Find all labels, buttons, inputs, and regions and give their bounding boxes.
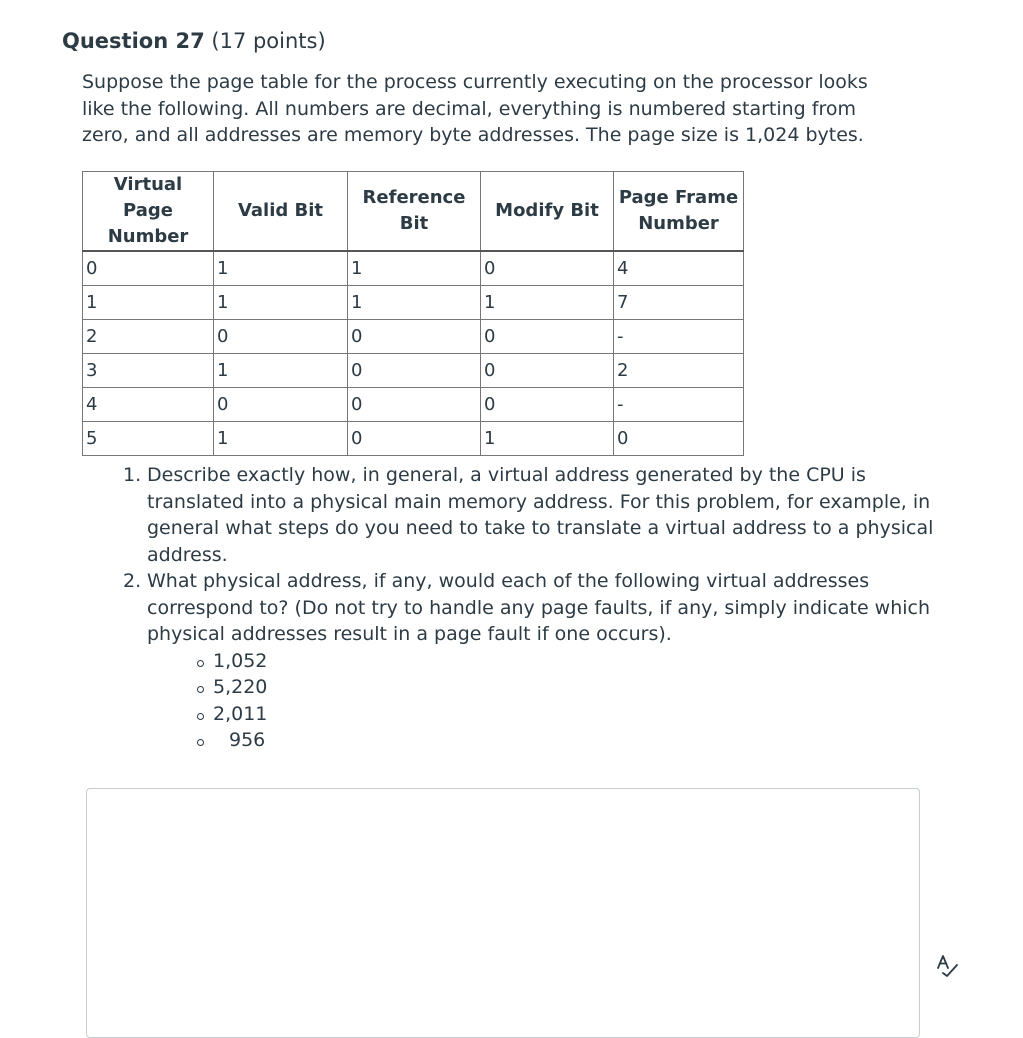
subquestion-number: 1. [123,464,142,486]
table-row [83,285,744,319]
table-header-row [83,172,744,252]
list-item [147,727,937,754]
table-cell: 0 [481,353,614,387]
table-cell: 0 [83,251,214,285]
table-cell: 0 [348,353,481,387]
subquestion-text: Describe exactly how, in general, a virtual address generated by the CPU is translated into a physical main memory address. For this problem, for example, in general what steps do you need to take to translate a virtual address to a physical address. [147,464,934,566]
table-row [83,421,744,455]
page-table [82,171,744,456]
table-cell: 1 [481,285,614,319]
table-cell: 1 [214,251,348,285]
table-cell: - [614,387,744,421]
header-valid-bit: Valid Bit [214,172,348,252]
list-item [147,674,937,701]
table-cell: 3 [83,353,214,387]
circle-bullet-icon [197,686,204,693]
circle-bullet-icon [197,660,204,667]
table-cell: 1 [214,353,348,387]
table-cell: 1 [214,421,348,455]
table-row [83,387,744,421]
table-cell: 0 [348,421,481,455]
table-cell: 0 [214,319,348,353]
list-item [147,701,937,728]
table-cell: - [614,319,744,353]
subquestion-list [123,462,937,754]
question-header [62,27,326,55]
table-cell: 1 [214,285,348,319]
table-cell: 0 [214,387,348,421]
table-cell: 0 [481,251,614,285]
question-points: (17 points) [211,29,326,53]
header-reference-bit: Reference Bit [348,172,481,252]
address-value: 5,220 [213,676,268,698]
address-value: 2,011 [213,702,268,725]
table-row [83,319,744,353]
circle-bullet-icon [197,713,204,720]
table-cell: 4 [614,251,744,285]
subquestion-text: What physical address, if any, would each of the following virtual addresses correspond to? (Do not try to handle any page faults, if any, simply indicate which physical addresses result in a page fault if one occurs). [147,570,931,645]
table-cell: 1 [348,285,481,319]
table-cell: 7 [614,285,744,319]
circle-bullet-icon [197,739,204,746]
table-cell: 0 [348,319,481,353]
table-cell: 2 [83,319,214,353]
table-cell: 1 [481,421,614,455]
question-title: Question 27 [62,29,205,53]
table-cell: 0 [481,319,614,353]
subquestion-number: 2. [123,570,142,592]
header-virtual-page-number: Virtual Page Number [83,172,214,252]
table-cell: 1 [83,285,214,319]
answer-input[interactable] [86,788,920,1038]
table-cell: 0 [481,387,614,421]
table-cell: 0 [614,421,744,455]
table-row [83,251,744,285]
header-modify-bit: Modify Bit [481,172,614,252]
table-cell: 1 [348,251,481,285]
address-value: 956 [229,729,266,751]
table-cell: 0 [348,387,481,421]
table-row [83,353,744,387]
table-cell: 5 [83,421,214,455]
table-cell: 2 [614,353,744,387]
spell-check-icon[interactable] [934,952,960,978]
subquestion-2 [123,568,937,754]
address-list [147,648,937,754]
question-text: Suppose the page table for the process currently executing on the processor looks like the following. All numbers are decimal, everything is numbered starting from zero, and all addresses are memory byte addresses. The page size is 1,024 bytes. [82,71,868,146]
subquestion-1 [123,462,937,568]
table-cell: 4 [83,387,214,421]
list-item [147,648,937,675]
address-value: 1,052 [213,649,268,672]
header-page-frame-number: Page Frame Number [614,172,744,252]
